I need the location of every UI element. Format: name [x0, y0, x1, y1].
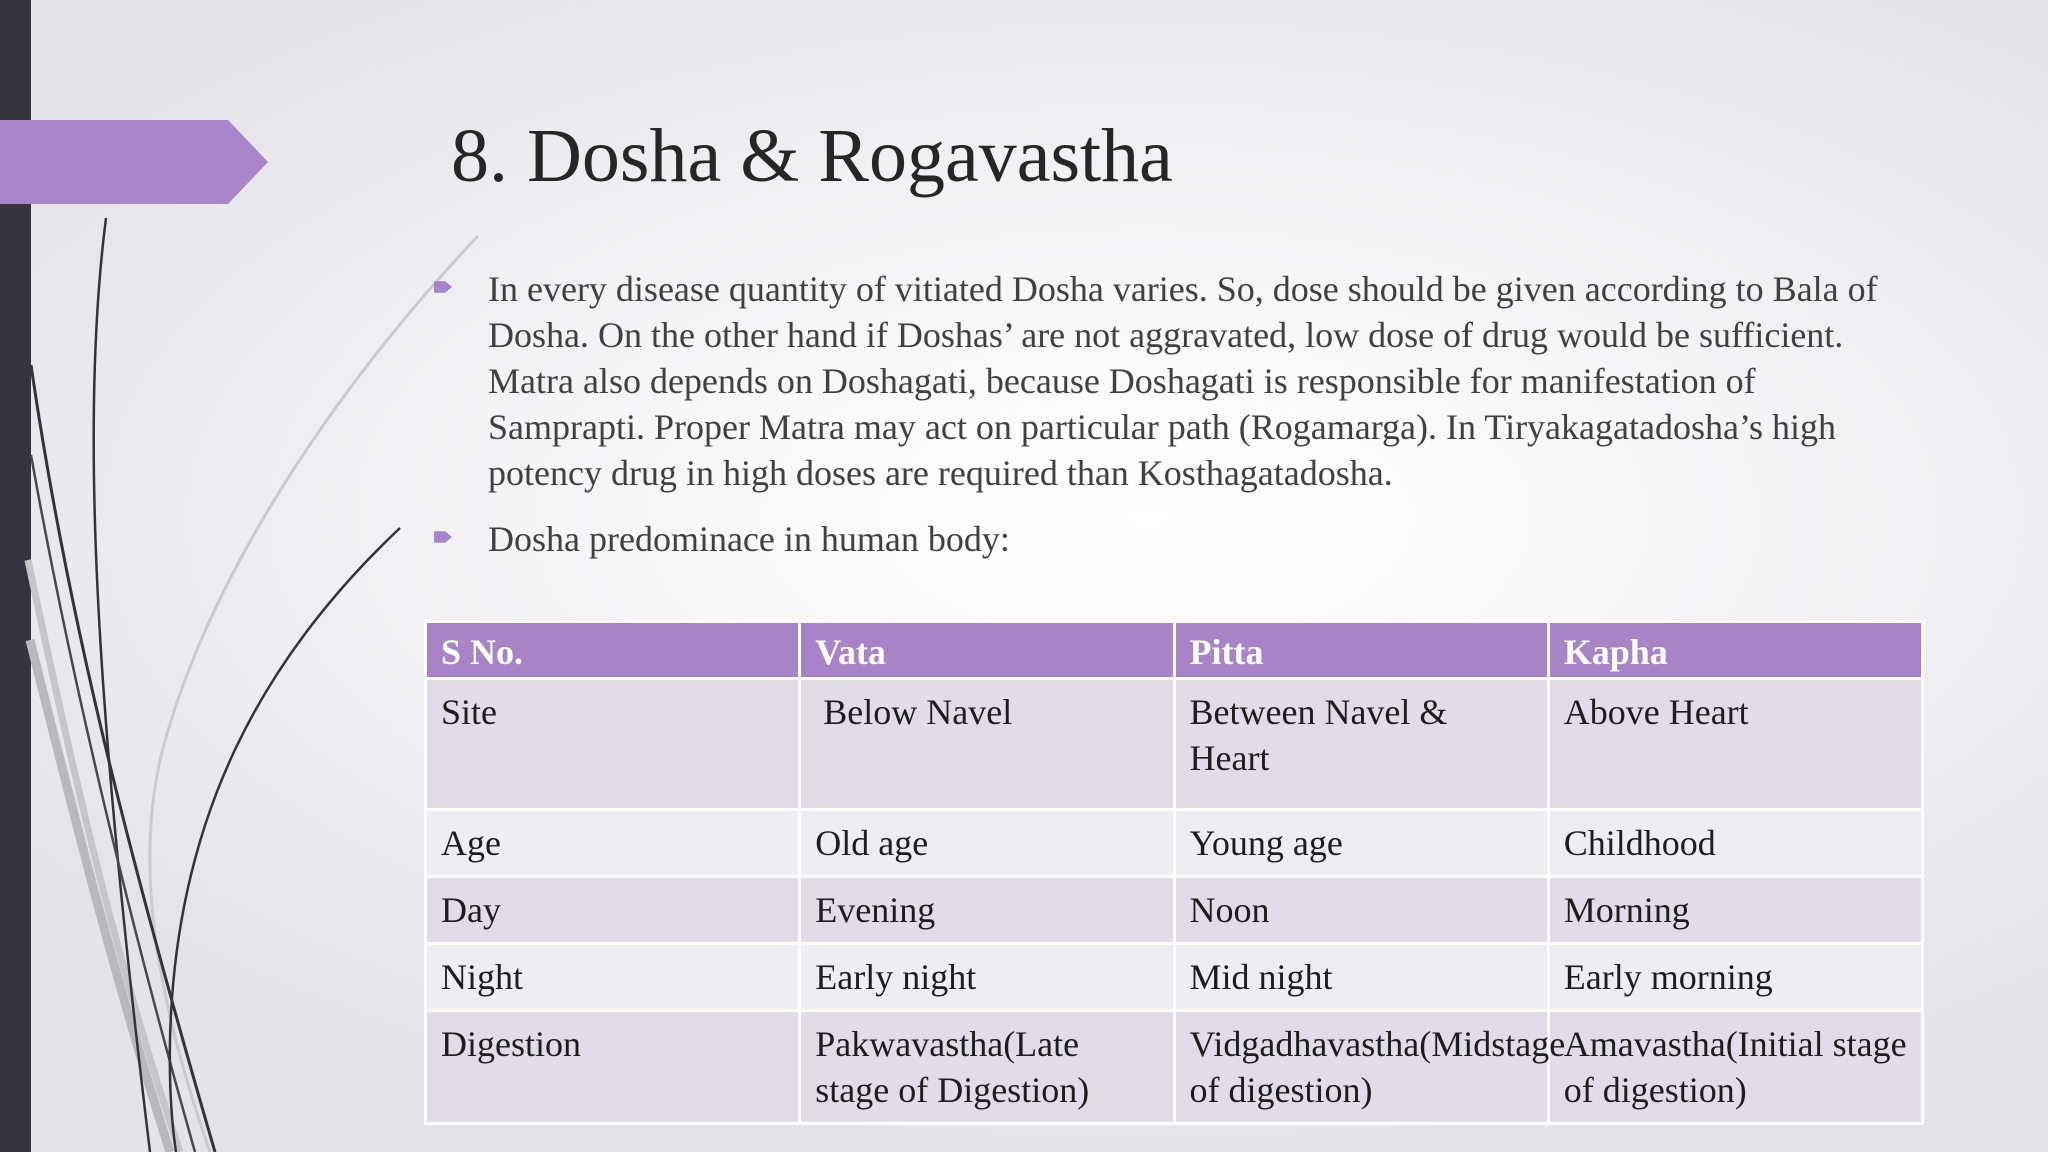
curve-line [31, 365, 215, 1152]
table-cell: Noon [1174, 877, 1548, 944]
arrow-bullet-icon [434, 278, 452, 296]
table-cell: Childhood [1548, 810, 1922, 877]
table-cell: Night [426, 944, 800, 1011]
title-arrow-shape [0, 120, 268, 204]
bullet-list [430, 266, 1900, 582]
table-row [426, 944, 1923, 1011]
table-cell: Below Navel [800, 679, 1174, 810]
bullet-item [430, 266, 1900, 496]
table-cell: Amavastha(Initial stage of digestion) [1548, 1011, 1922, 1124]
table-cell: Digestion [426, 1011, 800, 1124]
table-row [426, 679, 1923, 810]
bullet-item [430, 516, 1900, 562]
table-cell: Site [426, 679, 800, 810]
table-cell: Early morning [1548, 944, 1922, 1011]
table-row [426, 810, 1923, 877]
table-cell: Old age [800, 810, 1174, 877]
table-cell: Between Navel & Heart [1174, 679, 1548, 810]
table-header-cell: Kapha [1548, 622, 1922, 679]
table-cell: Evening [800, 877, 1174, 944]
table-cell: Young age [1174, 810, 1548, 877]
table-cell: Pakwavastha(Late stage of Digestion) [800, 1011, 1174, 1124]
dosha-table [424, 620, 1924, 1125]
slide-side-bar [0, 0, 31, 1152]
slide-title: 8. Dosha & Rogavastha [451, 114, 1173, 198]
curve-line [31, 455, 195, 1152]
table-row [426, 1011, 1923, 1124]
table-cell: Above Heart [1548, 679, 1922, 810]
table-cell: Early night [800, 944, 1174, 1011]
table-cell: Mid night [1174, 944, 1548, 1011]
table-cell: Morning [1548, 877, 1922, 944]
table-cell: Vidgadhavastha(Midstage of digestion) [1174, 1011, 1548, 1124]
arrow-bullet-icon [434, 528, 452, 546]
bullet-text: Dosha predominace in human body: [488, 519, 1010, 559]
curve-line [28, 560, 180, 1152]
curve-line [30, 640, 170, 1152]
table-header-cell: Pitta [1174, 622, 1548, 679]
table-cell: Day [426, 877, 800, 944]
table-header-cell: Vata [800, 622, 1174, 679]
curve-line [170, 528, 400, 1152]
bullet-text: In every disease quantity of vitiated Dosha varies. So, dose should be given according to Bala of Dosha. On the other hand if Doshas’ are not aggravated, low dose of drug would be sufficient. Matra also depends on Doshagati, because Doshagati is responsible for manifestation of Samprapti. Proper Matra may act on particular path (Rogamarga). In Tiryakagatadosha’s high potency drug in high doses are required than Kosthagatadosha. [488, 269, 1878, 493]
table-cell: Age [426, 810, 800, 877]
table-header-cell: S No. [426, 622, 800, 679]
table-row [426, 877, 1923, 944]
curve-line [94, 218, 150, 1152]
table-header-row [426, 622, 1923, 679]
